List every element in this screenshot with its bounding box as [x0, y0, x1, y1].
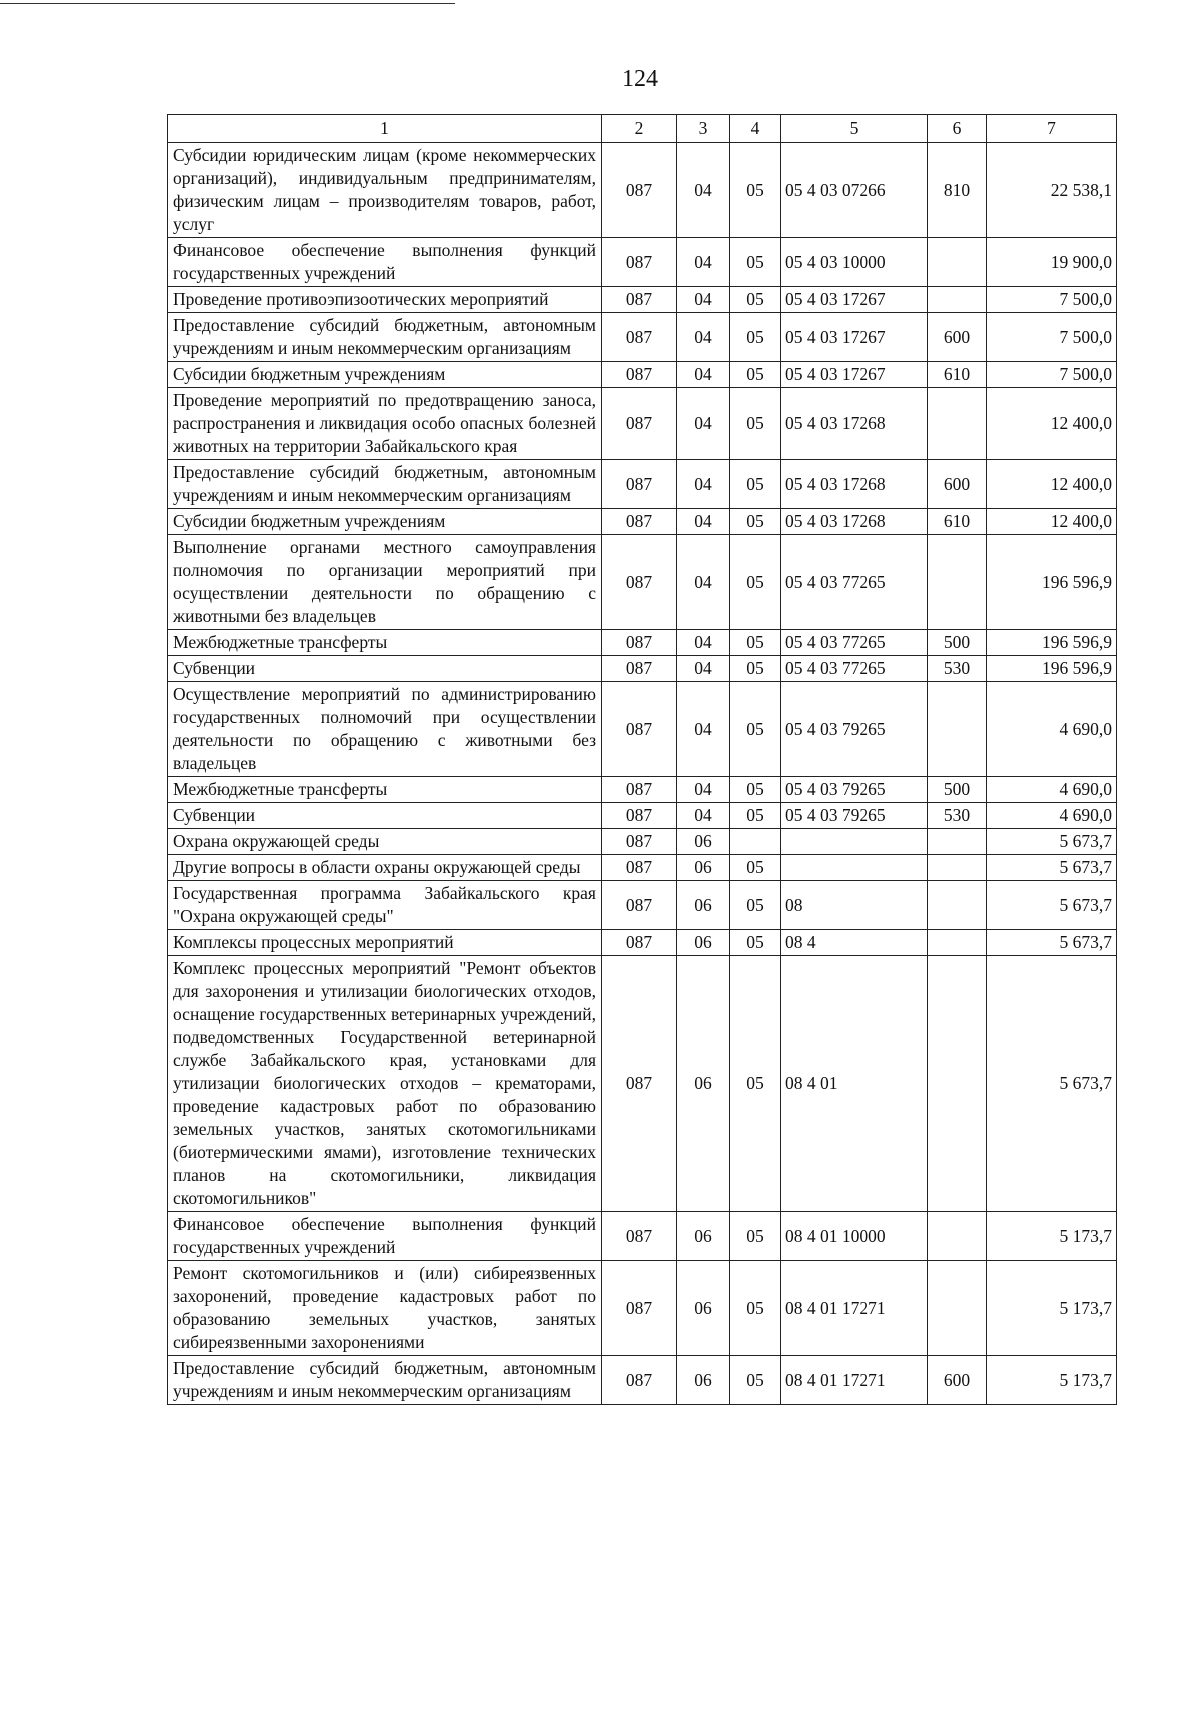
subsection-code-cell: 05 [730, 509, 781, 535]
table-row [168, 829, 1117, 855]
table-row [168, 855, 1117, 881]
section-code-cell: 06 [677, 1212, 730, 1261]
target-article-cell: 05 4 03 17267 [781, 313, 928, 362]
ministry-code-cell: 087 [602, 238, 677, 287]
budget-table [167, 114, 1117, 1405]
table-row [168, 1261, 1117, 1356]
ministry-code-cell: 087 [602, 777, 677, 803]
target-article-cell: 05 4 03 10000 [781, 238, 928, 287]
subsection-code-cell: 05 [730, 313, 781, 362]
amount-cell: 12 400,0 [987, 388, 1117, 460]
expense-type-cell [928, 855, 987, 881]
table-row [168, 1356, 1117, 1405]
amount-cell: 5 673,7 [987, 855, 1117, 881]
expense-type-cell [928, 682, 987, 777]
amount-cell: 196 596,9 [987, 630, 1117, 656]
subsection-code-cell: 05 [730, 630, 781, 656]
header-row [168, 115, 1117, 143]
section-code-cell: 04 [677, 777, 730, 803]
target-article-cell [781, 855, 928, 881]
target-article-cell: 05 4 03 17267 [781, 287, 928, 313]
subsection-code-cell: 05 [730, 855, 781, 881]
table-row [168, 777, 1117, 803]
subsection-code-cell: 05 [730, 881, 781, 930]
subsection-code-cell: 05 [730, 1212, 781, 1261]
ministry-code-cell: 087 [602, 682, 677, 777]
expense-type-cell: 530 [928, 803, 987, 829]
ministry-code-cell: 087 [602, 1261, 677, 1356]
table-row [168, 682, 1117, 777]
expense-type-cell [928, 238, 987, 287]
section-code-cell: 04 [677, 238, 730, 287]
amount-cell: 22 538,1 [987, 143, 1117, 238]
ministry-code-cell: 087 [602, 460, 677, 509]
ministry-code-cell: 087 [602, 313, 677, 362]
target-article-cell: 05 4 03 17267 [781, 362, 928, 388]
subsection-code-cell: 05 [730, 388, 781, 460]
subsection-code-cell: 05 [730, 362, 781, 388]
section-code-cell: 04 [677, 460, 730, 509]
amount-cell: 196 596,9 [987, 535, 1117, 630]
subsection-code-cell: 05 [730, 535, 781, 630]
table-row [168, 143, 1117, 238]
amount-cell: 7 500,0 [987, 362, 1117, 388]
ministry-code-cell: 087 [602, 855, 677, 881]
target-article-cell: 08 4 [781, 930, 928, 956]
row-name-cell: Финансовое обеспечение выполнения функций государственных учреждений [168, 1212, 602, 1261]
column-header: 3 [677, 115, 730, 143]
column-header: 4 [730, 115, 781, 143]
target-article-cell: 08 4 01 [781, 956, 928, 1212]
amount-cell: 196 596,9 [987, 656, 1117, 682]
subsection-code-cell: 05 [730, 656, 781, 682]
table-row [168, 535, 1117, 630]
row-name-cell: Предоставление субсидий бюджетным, автономным учреждениям и иным некоммерческим организациям [168, 460, 602, 509]
target-article-cell: 05 4 03 07266 [781, 143, 928, 238]
expense-type-cell [928, 930, 987, 956]
row-name-cell: Проведение мероприятий по предотвращению заноса, распространения и ликвидация особо опасных болезней животных на территории Забайкальского края [168, 388, 602, 460]
section-code-cell: 04 [677, 535, 730, 630]
ministry-code-cell: 087 [602, 388, 677, 460]
table-row [168, 881, 1117, 930]
row-name-cell: Субвенции [168, 656, 602, 682]
column-header: 6 [928, 115, 987, 143]
table-row [168, 930, 1117, 956]
ministry-code-cell: 087 [602, 1212, 677, 1261]
row-name-cell: Субсидии бюджетным учреждениям [168, 509, 602, 535]
expense-type-cell: 600 [928, 460, 987, 509]
subsection-code-cell [730, 829, 781, 855]
amount-cell: 7 500,0 [987, 287, 1117, 313]
section-code-cell: 04 [677, 362, 730, 388]
row-name-cell: Ремонт скотомогильников и (или) сибиреязвенных захоронений, проведение кадастровых работ по образованию земельных участков, занятых сибиреязвенными захоронениями [168, 1261, 602, 1356]
expense-type-cell: 610 [928, 509, 987, 535]
expense-type-cell: 500 [928, 630, 987, 656]
amount-cell: 12 400,0 [987, 460, 1117, 509]
table-row [168, 362, 1117, 388]
expense-type-cell: 530 [928, 656, 987, 682]
row-name-cell: Субвенции [168, 803, 602, 829]
table-row [168, 1212, 1117, 1261]
ministry-code-cell: 087 [602, 630, 677, 656]
target-article-cell: 08 4 01 17271 [781, 1356, 928, 1405]
expense-type-cell [928, 535, 987, 630]
target-article-cell: 05 4 03 17268 [781, 460, 928, 509]
amount-cell: 19 900,0 [987, 238, 1117, 287]
ministry-code-cell: 087 [602, 930, 677, 956]
row-name-cell: Комплексы процессных мероприятий [168, 930, 602, 956]
ministry-code-cell: 087 [602, 803, 677, 829]
section-code-cell: 04 [677, 803, 730, 829]
row-name-cell: Государственная программа Забайкальского края "Охрана окружающей среды" [168, 881, 602, 930]
amount-cell: 7 500,0 [987, 313, 1117, 362]
section-code-cell: 04 [677, 656, 730, 682]
amount-cell: 12 400,0 [987, 509, 1117, 535]
ministry-code-cell: 087 [602, 287, 677, 313]
row-name-cell: Субсидии бюджетным учреждениям [168, 362, 602, 388]
row-name-cell: Субсидии юридическим лицам (кроме некоммерческих организаций), индивидуальным предпринимателям, физическим лицам – производителям товаров, работ, услуг [168, 143, 602, 238]
amount-cell: 5 673,7 [987, 930, 1117, 956]
row-name-cell: Предоставление субсидий бюджетным, автономным учреждениям и иным некоммерческим организациям [168, 313, 602, 362]
ministry-code-cell: 087 [602, 1356, 677, 1405]
amount-cell: 5 173,7 [987, 1261, 1117, 1356]
amount-cell: 5 673,7 [987, 881, 1117, 930]
section-code-cell: 06 [677, 930, 730, 956]
subsection-code-cell: 05 [730, 1261, 781, 1356]
amount-cell: 5 673,7 [987, 956, 1117, 1212]
expense-type-cell [928, 829, 987, 855]
section-code-cell: 06 [677, 829, 730, 855]
subsection-code-cell: 05 [730, 803, 781, 829]
amount-cell: 5 173,7 [987, 1356, 1117, 1405]
table-row [168, 313, 1117, 362]
section-code-cell: 04 [677, 682, 730, 777]
subsection-code-cell: 05 [730, 143, 781, 238]
ministry-code-cell: 087 [602, 535, 677, 630]
section-code-cell: 06 [677, 855, 730, 881]
column-header: 7 [987, 115, 1117, 143]
table-row [168, 803, 1117, 829]
target-article-cell: 05 4 03 79265 [781, 803, 928, 829]
subsection-code-cell: 05 [730, 287, 781, 313]
target-article-cell: 08 [781, 881, 928, 930]
top-edge-rule [0, 3, 455, 4]
row-name-cell: Комплекс процессных мероприятий "Ремонт объектов для захоронения и утилизации биологических отходов, оснащение государственных ветеринарных учреждений, подведомственных Государственной ветеринарной службе Забайкальского края, установками для утилизации биологических отходов – крематорами, проведение кадастровых работ по образованию земельных участков, занятых скотомогильниками (биотермическими ямами), изготовление технических планов на скотомогильники, ликвидация скотомогильников" [168, 956, 602, 1212]
ministry-code-cell: 087 [602, 881, 677, 930]
target-article-cell: 05 4 03 17268 [781, 388, 928, 460]
ministry-code-cell: 087 [602, 829, 677, 855]
subsection-code-cell: 05 [730, 460, 781, 509]
row-name-cell: Другие вопросы в области охраны окружающей среды [168, 855, 602, 881]
expense-type-cell: 500 [928, 777, 987, 803]
expense-type-cell [928, 1212, 987, 1261]
amount-cell: 4 690,0 [987, 777, 1117, 803]
expense-type-cell: 600 [928, 313, 987, 362]
ministry-code-cell: 087 [602, 362, 677, 388]
subsection-code-cell: 05 [730, 956, 781, 1212]
row-name-cell: Выполнение органами местного самоуправления полномочия по организации мероприятий при осуществлении деятельности по обращению с животными без владельцев [168, 535, 602, 630]
table-row [168, 509, 1117, 535]
table-row [168, 388, 1117, 460]
row-name-cell: Межбюджетные трансферты [168, 777, 602, 803]
subsection-code-cell: 05 [730, 1356, 781, 1405]
subsection-code-cell: 05 [730, 682, 781, 777]
expense-type-cell: 600 [928, 1356, 987, 1405]
amount-cell: 5 673,7 [987, 829, 1117, 855]
target-article-cell: 05 4 03 79265 [781, 777, 928, 803]
amount-cell: 4 690,0 [987, 682, 1117, 777]
section-code-cell: 06 [677, 956, 730, 1212]
table-row [168, 460, 1117, 509]
target-article-cell: 05 4 03 79265 [781, 682, 928, 777]
page-number: 124 [622, 66, 658, 92]
expense-type-cell [928, 881, 987, 930]
table-row [168, 287, 1117, 313]
section-code-cell: 06 [677, 1356, 730, 1405]
section-code-cell: 04 [677, 388, 730, 460]
section-code-cell: 06 [677, 881, 730, 930]
target-article-cell: 05 4 03 17268 [781, 509, 928, 535]
row-name-cell: Межбюджетные трансферты [168, 630, 602, 656]
target-article-cell [781, 829, 928, 855]
ministry-code-cell: 087 [602, 956, 677, 1212]
table-body [168, 143, 1117, 1405]
expense-type-cell [928, 1261, 987, 1356]
section-code-cell: 04 [677, 630, 730, 656]
row-name-cell: Проведение противоэпизоотических мероприятий [168, 287, 602, 313]
target-article-cell: 05 4 03 77265 [781, 656, 928, 682]
section-code-cell: 04 [677, 509, 730, 535]
section-code-cell: 04 [677, 313, 730, 362]
expense-type-cell: 810 [928, 143, 987, 238]
subsection-code-cell: 05 [730, 238, 781, 287]
ministry-code-cell: 087 [602, 509, 677, 535]
column-header: 2 [602, 115, 677, 143]
subsection-code-cell: 05 [730, 930, 781, 956]
ministry-code-cell: 087 [602, 656, 677, 682]
target-article-cell: 05 4 03 77265 [781, 535, 928, 630]
expense-type-cell [928, 956, 987, 1212]
expense-type-cell [928, 388, 987, 460]
amount-cell: 4 690,0 [987, 803, 1117, 829]
target-article-cell: 08 4 01 17271 [781, 1261, 928, 1356]
table-row [168, 656, 1117, 682]
table-row [168, 956, 1117, 1212]
section-code-cell: 04 [677, 143, 730, 238]
table-row [168, 238, 1117, 287]
expense-type-cell [928, 287, 987, 313]
row-name-cell: Предоставление субсидий бюджетным, автономным учреждениям и иным некоммерческим организациям [168, 1356, 602, 1405]
target-article-cell: 05 4 03 77265 [781, 630, 928, 656]
target-article-cell: 08 4 01 10000 [781, 1212, 928, 1261]
section-code-cell: 06 [677, 1261, 730, 1356]
section-code-cell: 04 [677, 287, 730, 313]
subsection-code-cell: 05 [730, 777, 781, 803]
column-header: 1 [168, 115, 602, 143]
table-row [168, 630, 1117, 656]
ministry-code-cell: 087 [602, 143, 677, 238]
row-name-cell: Охрана окружающей среды [168, 829, 602, 855]
expense-type-cell: 610 [928, 362, 987, 388]
column-header: 5 [781, 115, 928, 143]
row-name-cell: Осуществление мероприятий по администрированию государственных полномочий при осуществлении деятельности по обращению с животными без владельцев [168, 682, 602, 777]
row-name-cell: Финансовое обеспечение выполнения функций государственных учреждений [168, 238, 602, 287]
amount-cell: 5 173,7 [987, 1212, 1117, 1261]
